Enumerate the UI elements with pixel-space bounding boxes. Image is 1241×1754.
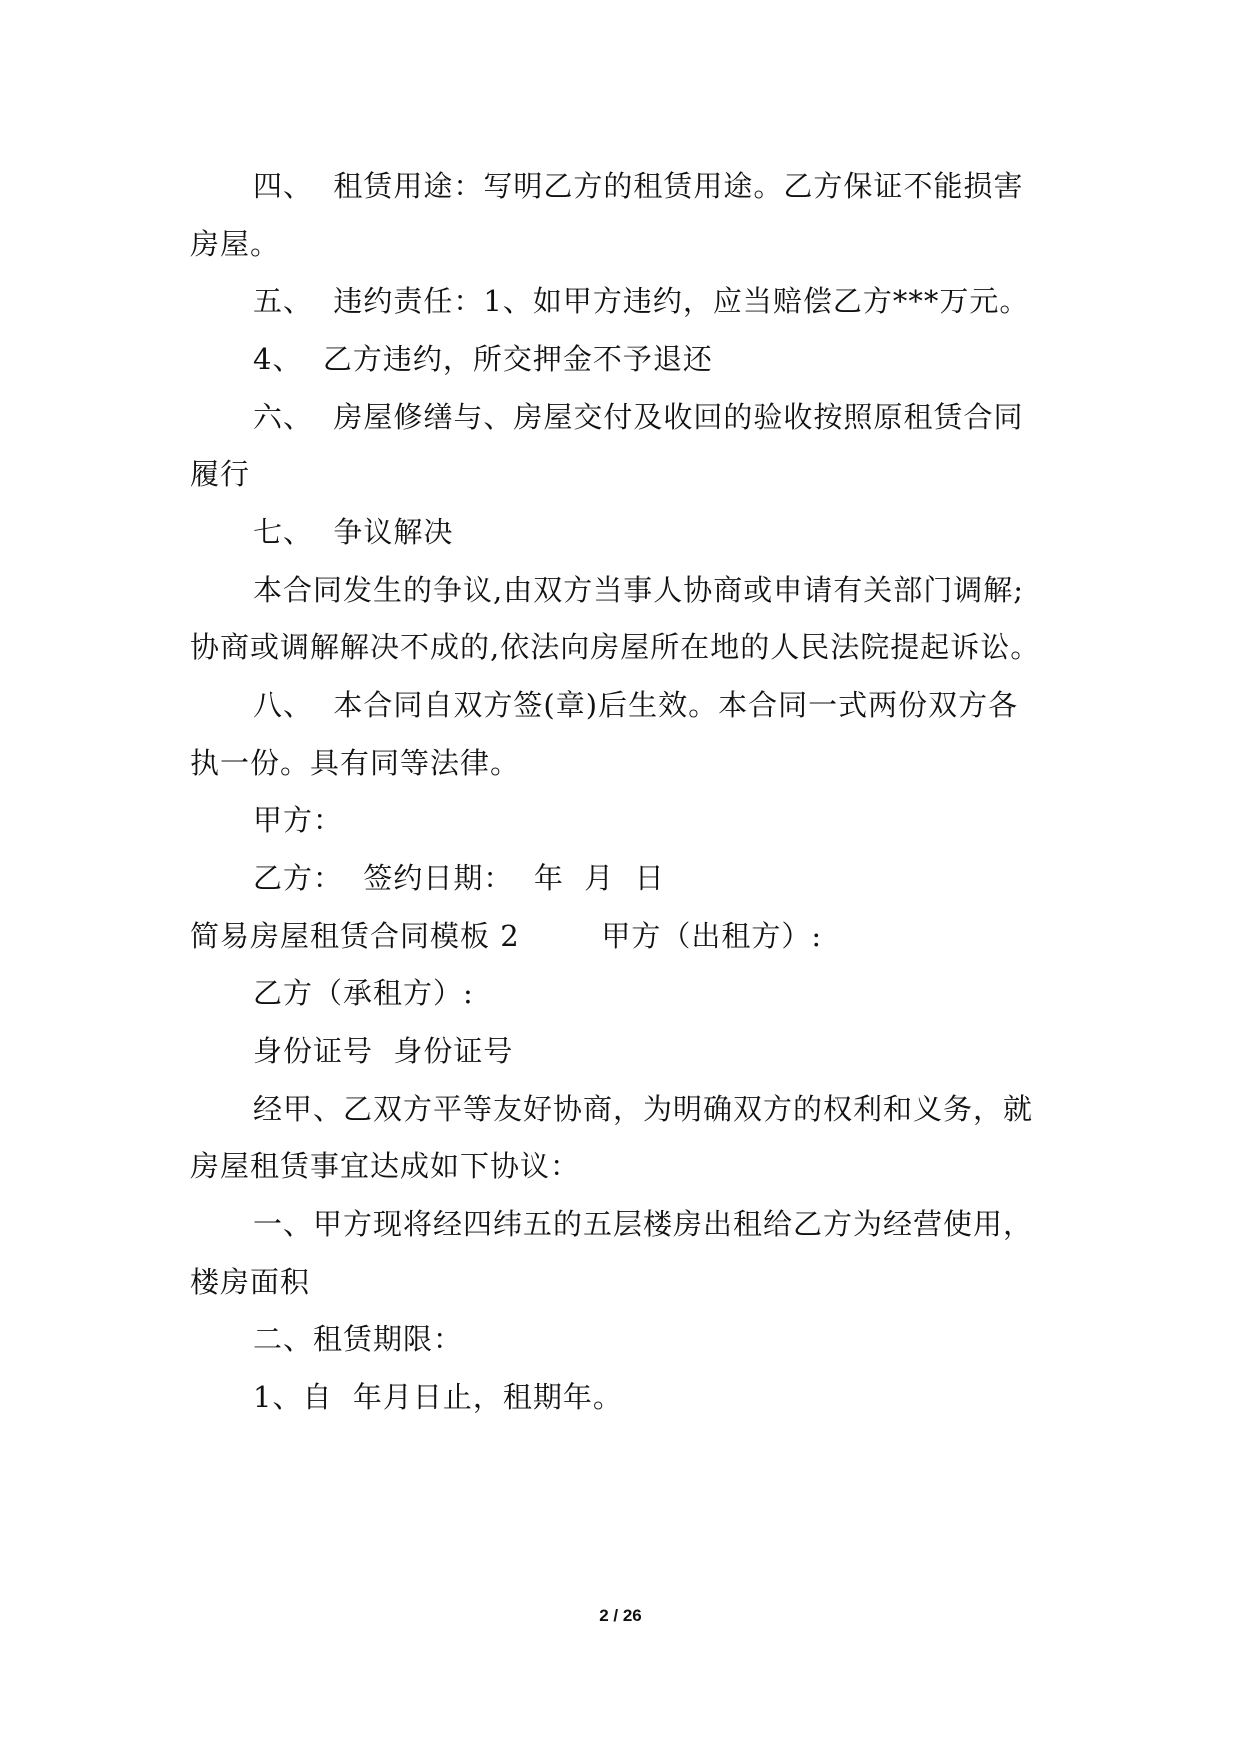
text-line: 一、甲方现将经四纬五的五层楼房出租给乙方为经营使用， <box>253 1207 1034 1241</box>
text-line: 楼房面积 <box>190 1265 311 1299</box>
text-line: 协商或调解解决不成的,依法向房屋所在地的人民法院提起诉讼。 <box>190 630 1041 664</box>
text-line: 五、 违约责任：1、如甲方违约，应当赔偿乙方***万元。 <box>253 284 1030 318</box>
text-line: 4、 乙方违约，所交押金不予退还 <box>253 342 713 376</box>
text-line: 六、 房屋修缮与、房屋交付及收回的验收按照原租赁合同 <box>253 400 1024 434</box>
text-line: 履行 <box>190 457 251 491</box>
text-line: 房屋。 <box>190 227 281 261</box>
text-line: 本合同发生的争议,由双方当事人协商或申请有关部门调解; <box>253 573 1024 607</box>
text-line: 七、 争议解决 <box>253 515 454 549</box>
text-line: 1、自 年月日止，租期年。 <box>253 1380 623 1414</box>
text-line: 八、 本合同自双方签(章)后生效。本合同一式两份双方各 <box>253 688 1019 722</box>
text-line: 二、租赁期限： <box>253 1322 464 1356</box>
text-line: 身份证号 身份证号 <box>253 1034 514 1068</box>
text-line: 执一份。具有同等法律。 <box>190 746 521 780</box>
text-line: 简易房屋租赁合同模板 2 甲方（出租方）: <box>190 919 823 953</box>
text-line: 房屋租赁事宜达成如下协议： <box>190 1149 581 1183</box>
text-line: 乙方（承租方）: <box>253 976 474 1010</box>
text-line: 经甲、乙双方平等友好协商，为明确双方的权利和义务，就 <box>253 1092 1034 1126</box>
text-line: 四、 租赁用途：写明乙方的租赁用途。乙方保证不能损害 <box>253 169 1024 203</box>
text-line: 甲方： <box>253 803 344 837</box>
text-line: 乙方： 签约日期： 年 月 日 <box>253 861 665 895</box>
page-number: 2 / 26 <box>599 1606 642 1625</box>
